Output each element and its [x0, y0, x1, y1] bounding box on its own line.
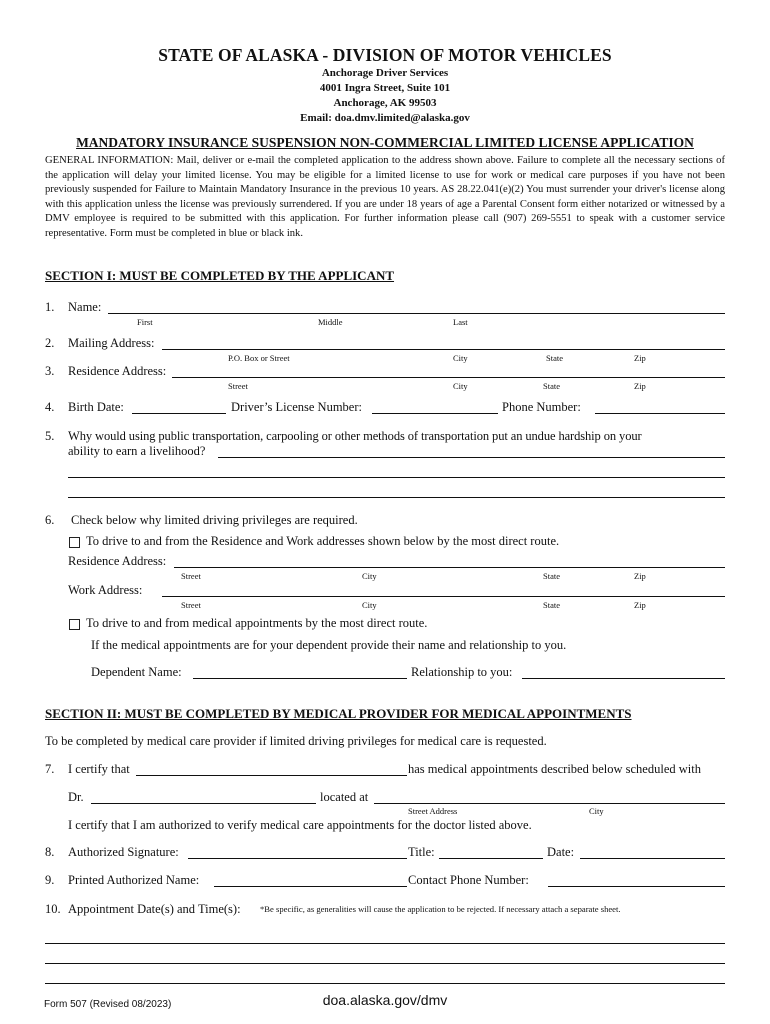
birth-date-label: Birth Date:: [68, 400, 124, 414]
q3-number: 3.: [45, 364, 55, 378]
street-caption: Street: [181, 571, 201, 581]
printed-name-label: Printed Authorized Name:: [68, 873, 200, 887]
po-box-caption: P.O. Box or Street: [228, 353, 290, 363]
form-title: MANDATORY INSURANCE SUSPENSION NON-COMMERCIAL LIMITED LICENSE APPLICATION: [76, 135, 694, 150]
zip-caption: Zip: [634, 600, 646, 610]
q9-number: 9.: [45, 873, 55, 887]
work-address-label: Work Address:: [68, 583, 143, 597]
zip-caption: Zip: [634, 571, 646, 581]
general-information: GENERAL INFORMATION: Mail, deliver or e-mail the completed application to the address shown above. Failure to complete all the necessary sections of the application will delay your limited license. You may be eligible for a limited license to use for work or medical care purposes if you have not been previously suspended for Failure to Maintain Mandatory Insurance in the previous 10 years. AS 28.22.041(e)(2) You must surrender your driver's license along with this application unless the license was previously surrendered. If you are under 18 years of age a Parental Consent form either notarized or witnessed by a DMV employee is required to be submitted with this application. For further information please call (907) 269-5551 to speak with a customer service representative. Form must be completed in blue or black ink.: [45, 155, 725, 239]
q6-number: 6.: [45, 513, 55, 527]
appointment-times-note: *Be specific, as generalities will cause the application to be rejected. If necessary attach a separate sheet.: [260, 904, 621, 914]
work-route-option: To drive to and from the Residence and Work addresses shown below by the most direct route.: [86, 534, 560, 548]
phone-number-field[interactable]: [595, 413, 725, 414]
street-caption: Street: [181, 600, 201, 610]
q1-number: 1.: [45, 300, 55, 314]
appointment-line-3[interactable]: [45, 983, 725, 984]
date-field[interactable]: [580, 858, 725, 859]
name-label: Name:: [68, 300, 102, 314]
medical-route-option: To drive to and from medical appointments by the most direct route.: [86, 616, 428, 630]
contact-phone-label: Contact Phone Number:: [408, 873, 529, 887]
office-email: Email: doa.dmv.limited@alaska.gov: [300, 112, 470, 124]
city-caption: City: [362, 571, 377, 581]
residence-address-label: Residence Address:: [68, 364, 167, 378]
relationship-field[interactable]: [522, 678, 725, 679]
contact-phone-field[interactable]: [548, 886, 725, 887]
state-caption: State: [543, 571, 560, 581]
q4-number: 4.: [45, 400, 55, 414]
q10-number: 10.: [45, 902, 61, 916]
q5-answer-line-2[interactable]: [68, 477, 725, 478]
city-caption: City: [589, 806, 604, 816]
title-label: Title:: [408, 845, 435, 859]
last-caption: Last: [453, 317, 468, 327]
state-caption: State: [543, 600, 560, 610]
appointments-text: has medical appointments described below scheduled with: [408, 762, 701, 776]
q7-number: 7.: [45, 762, 55, 776]
state-caption: State: [546, 353, 563, 363]
street-address-caption: Street Address: [408, 806, 458, 816]
dependent-name-label: Dependent Name:: [91, 665, 182, 679]
authorized-signature-field[interactable]: [188, 858, 407, 859]
middle-caption: Middle: [318, 317, 343, 327]
located-at-label: located at: [320, 790, 369, 804]
page-title: STATE OF ALASKA - DIVISION OF MOTOR VEHICLES: [158, 45, 612, 65]
q8-number: 8.: [45, 845, 55, 859]
printed-name-field[interactable]: [214, 886, 407, 887]
city-caption: City: [362, 600, 377, 610]
authorized-signature-label: Authorized Signature:: [68, 845, 179, 859]
mailing-address-field[interactable]: [162, 349, 725, 350]
work-residence-address-field[interactable]: [174, 567, 725, 568]
mailing-address-label: Mailing Address:: [68, 336, 155, 350]
section-2-intro: To be completed by medical care provider if limited driving privileges for medical care is requested.: [45, 734, 547, 748]
birth-date-field[interactable]: [132, 413, 226, 414]
q5-answer-line-1[interactable]: [218, 457, 725, 458]
work-residence-address-label: Residence Address:: [68, 554, 167, 568]
doctor-address-field[interactable]: [374, 803, 725, 804]
zip-caption: Zip: [634, 353, 646, 363]
q2-number: 2.: [45, 336, 55, 350]
patient-name-field[interactable]: [136, 775, 407, 776]
residence-address-field[interactable]: [172, 377, 725, 378]
appointment-line-1[interactable]: [45, 943, 725, 944]
doctor-name-field[interactable]: [91, 803, 316, 804]
date-label: Date:: [547, 845, 575, 859]
footer-website[interactable]: doa.alaska.gov/dmv: [322, 992, 448, 1008]
medical-dependent-note: If the medical appointments are for your dependent provide their name and relationship to you.: [91, 638, 567, 652]
appointment-times-label: Appointment Date(s) and Time(s):: [68, 902, 241, 916]
office-name: Anchorage Driver Services: [321, 67, 449, 79]
section-2-heading: SECTION II: MUST BE COMPLETED BY MEDICAL PROVIDER FOR MEDICAL APPOINTMENTS: [45, 706, 632, 721]
q5-number: 5.: [45, 429, 55, 443]
state-caption: State: [543, 381, 560, 391]
title-field[interactable]: [439, 858, 543, 859]
section-1-heading: SECTION I: MUST BE COMPLETED BY THE APPLICANT: [45, 268, 395, 283]
work-address-field[interactable]: [162, 596, 725, 597]
dependent-name-field[interactable]: [193, 678, 407, 679]
q6-question: Check below why limited driving privileges are required.: [71, 513, 358, 527]
first-caption: First: [137, 317, 153, 327]
license-number-label: Driver’s License Number:: [231, 400, 362, 414]
office-street: 4001 Ingra Street, Suite 101: [319, 82, 451, 94]
q5-answer-line-3[interactable]: [68, 497, 725, 498]
work-route-checkbox[interactable]: [69, 537, 80, 548]
city-caption: City: [453, 353, 468, 363]
name-field[interactable]: [108, 313, 725, 314]
license-number-field[interactable]: [372, 413, 498, 414]
street-caption: Street: [228, 381, 248, 391]
appointment-line-2[interactable]: [45, 963, 725, 964]
medical-route-checkbox[interactable]: [69, 619, 80, 630]
phone-number-label: Phone Number:: [502, 400, 581, 414]
form-number: Form 507 (Revised 08/2023): [44, 999, 172, 1010]
doctor-label: Dr.: [68, 790, 84, 804]
city-caption: City: [453, 381, 468, 391]
certify-label: I certify that: [68, 762, 130, 776]
office-city: Anchorage, AK 99503: [333, 97, 437, 109]
doctor-certify-text: I certify that I am authorized to verify medical care appointments for the doctor listed above.: [68, 818, 532, 832]
zip-caption: Zip: [634, 381, 646, 391]
q5-question: Why would using public transportation, carpooling or other methods of transportation put an undue hardship on your: [68, 429, 642, 443]
q5-question-cont: ability to earn a livelihood?: [68, 444, 206, 458]
relationship-label: Relationship to you:: [411, 665, 513, 679]
